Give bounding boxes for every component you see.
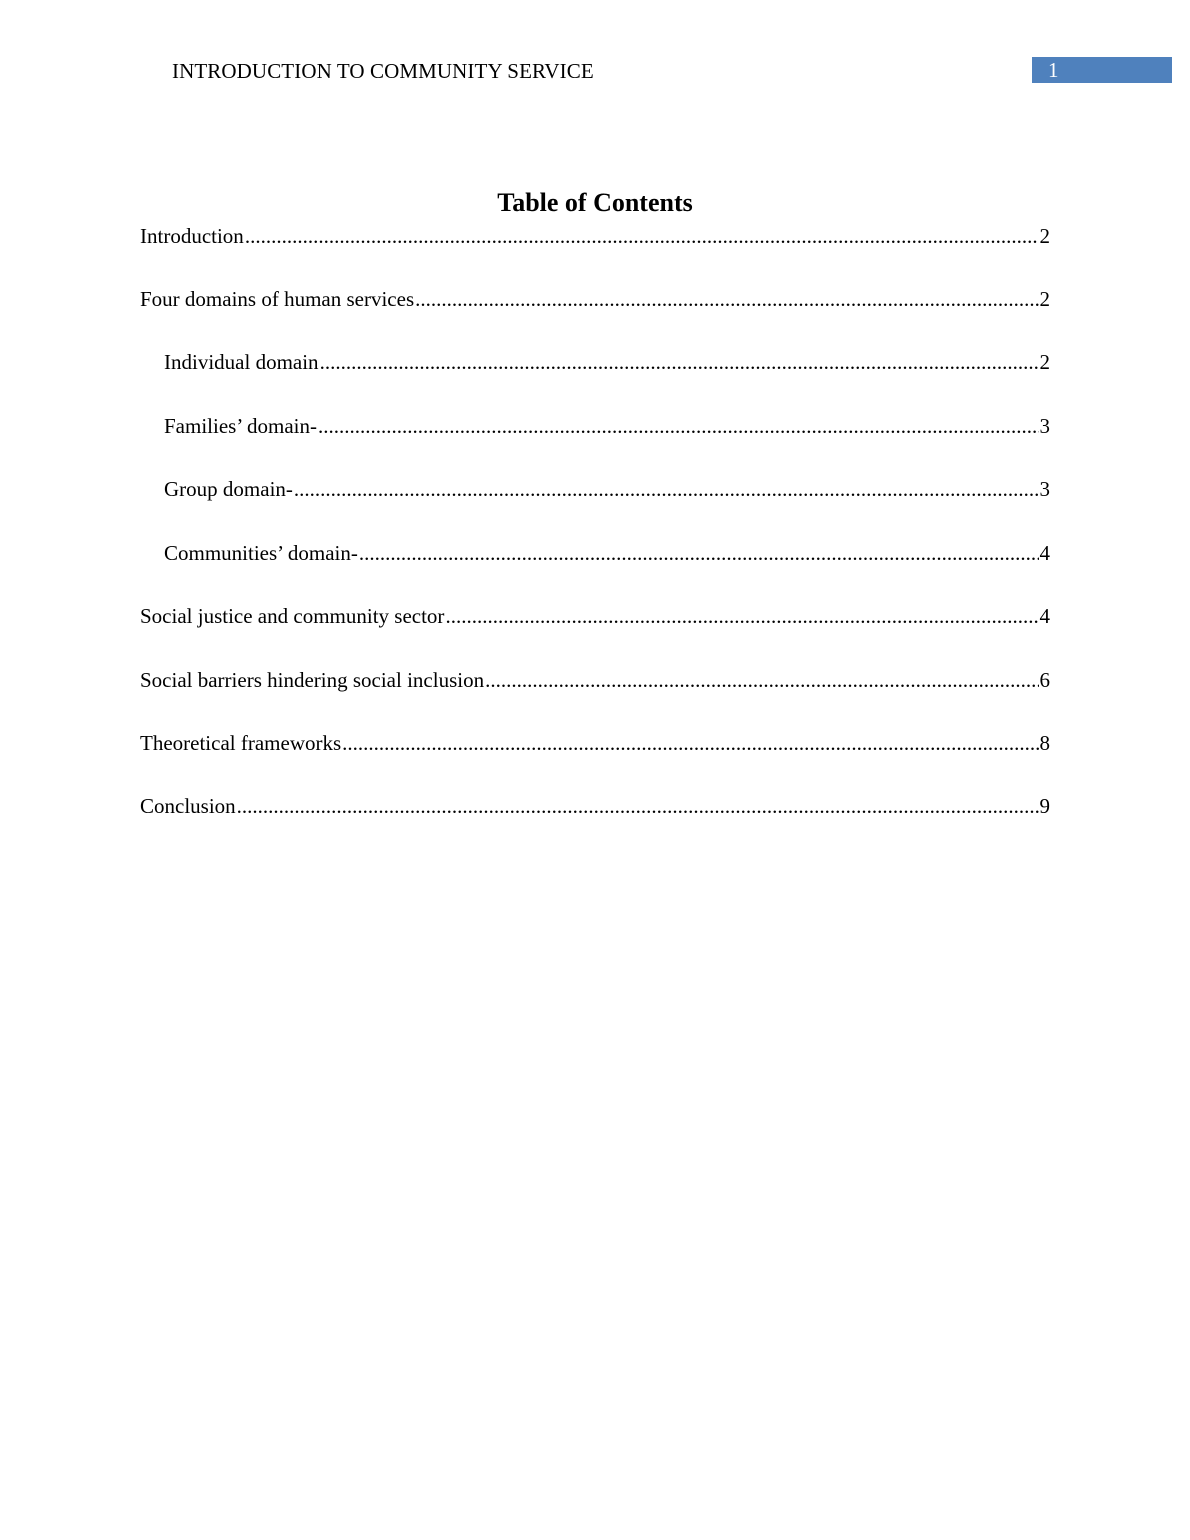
toc-entry-group-domain[interactable]	[164, 475, 1050, 503]
toc-entry-page: 4	[1039, 541, 1050, 565]
toc-dot-leader	[237, 792, 1039, 820]
page-number: 1	[1048, 58, 1059, 82]
toc-entry-page: 4	[1039, 604, 1050, 628]
toc-entry-theoretical-frameworks[interactable]	[140, 729, 1050, 757]
toc-entry-page: 6	[1039, 668, 1050, 692]
toc-dot-leader	[294, 475, 1039, 503]
toc-entry-page: 3	[1039, 477, 1050, 501]
toc-entry-social-justice[interactable]	[140, 602, 1050, 630]
toc-dot-leader	[445, 602, 1038, 630]
toc-entry-page: 9	[1039, 794, 1050, 818]
toc-entry-label: Individual domain	[164, 350, 319, 374]
table-of-contents	[140, 186, 1050, 818]
toc-entry-label: Families’ domain-	[164, 414, 317, 438]
toc-entry-four-domains[interactable]	[140, 285, 1050, 313]
toc-entry-label: Group domain-	[164, 477, 293, 501]
toc-dot-leader	[415, 285, 1038, 313]
toc-entry-page: 2	[1039, 287, 1050, 311]
toc-dot-leader	[320, 348, 1039, 376]
toc-dot-leader	[318, 412, 1039, 440]
toc-entry-label: Four domains of human services	[140, 287, 415, 311]
running-head: INTRODUCTION TO COMMUNITY SERVICE	[172, 59, 594, 83]
toc-entry-page: 2	[1039, 224, 1050, 248]
toc-entry-conclusion[interactable]	[140, 792, 1050, 820]
toc-entry-introduction[interactable]	[140, 222, 1050, 250]
toc-entry-page: 3	[1039, 414, 1050, 438]
toc-dot-leader	[359, 539, 1039, 567]
toc-entry-label: Introduction	[140, 224, 244, 248]
toc-entry-label: Social barriers hindering social inclusion	[140, 668, 485, 692]
toc-title: Table of Contents	[497, 188, 693, 217]
toc-dot-leader	[485, 666, 1038, 694]
toc-entry-social-barriers[interactable]	[140, 666, 1050, 694]
toc-entry-families-domain[interactable]	[164, 412, 1050, 440]
page-header	[0, 0, 1190, 100]
toc-entry-label: Social justice and community sector	[140, 604, 445, 628]
page-number-box	[1032, 57, 1172, 83]
toc-entry-page: 8	[1039, 731, 1050, 755]
toc-dot-leader	[245, 222, 1039, 250]
toc-entry-label: Theoretical frameworks	[140, 731, 342, 755]
toc-dot-leader	[342, 729, 1038, 757]
toc-entry-label: Conclusion	[140, 794, 236, 818]
toc-entry-individual-domain[interactable]	[164, 348, 1050, 376]
toc-entry-communities-domain[interactable]	[164, 539, 1050, 567]
toc-entry-page: 2	[1039, 350, 1050, 374]
toc-entry-label: Communities’ domain-	[164, 541, 358, 565]
